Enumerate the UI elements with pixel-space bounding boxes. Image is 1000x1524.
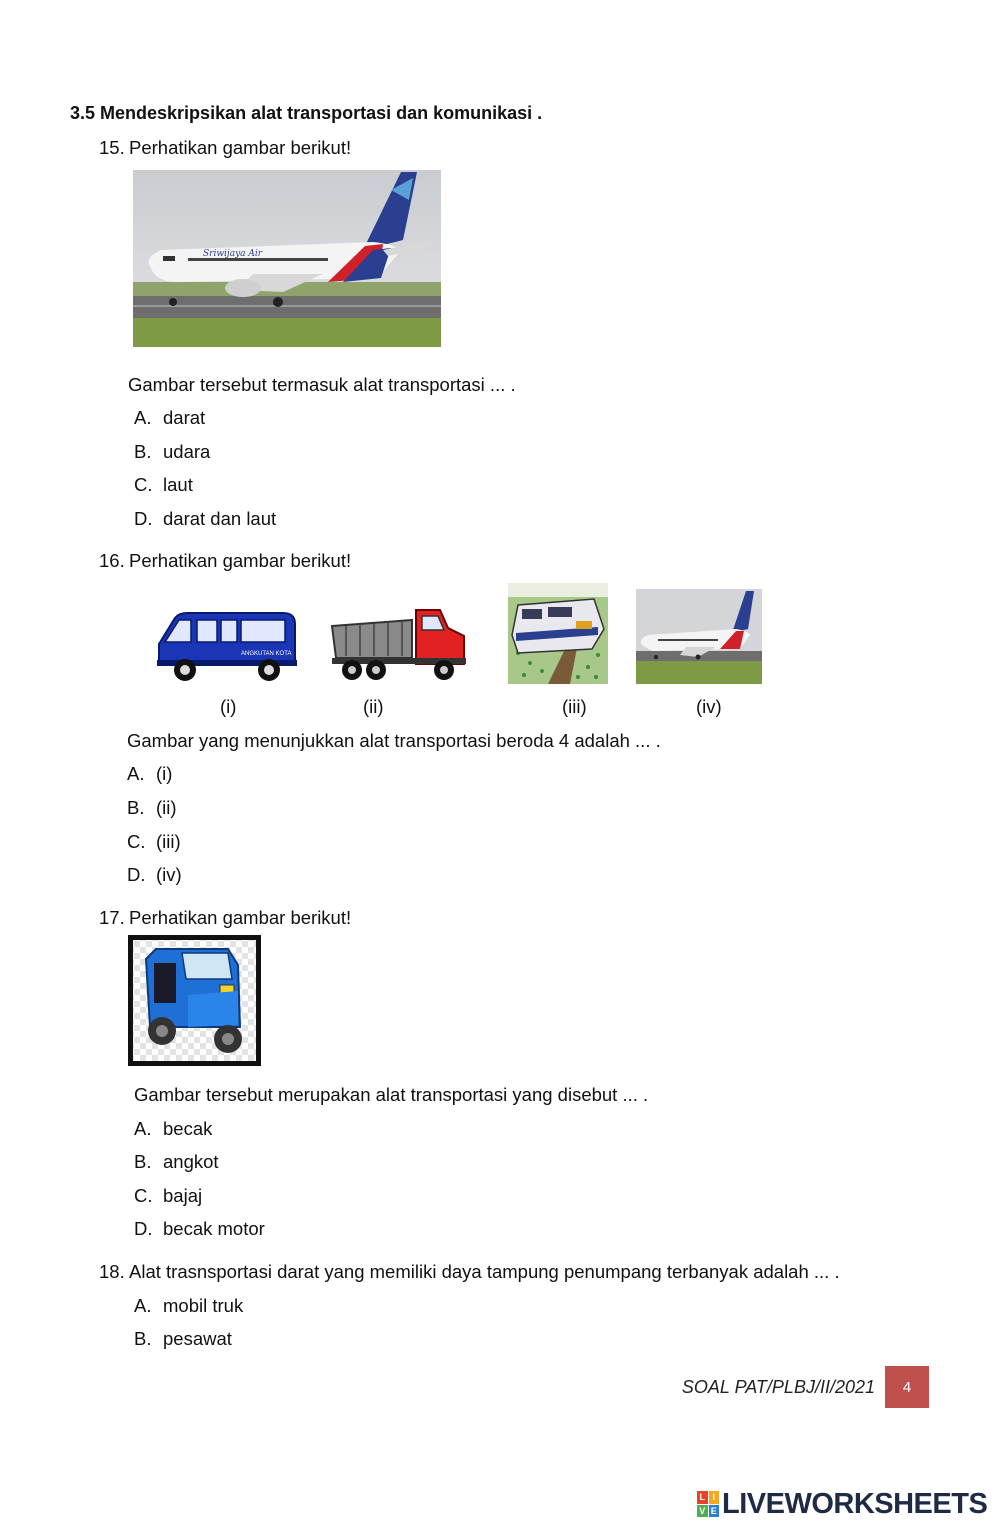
option-15-c[interactable]: C. laut [134,474,193,495]
liveworksheets-wordmark: LIVEWORKSHEETS [722,1487,988,1520]
option-15-d[interactable]: D. darat dan laut [134,508,277,529]
figure-label-ii: (ii) [363,696,384,717]
question-number: 15. [99,137,125,158]
angkot-label: ANGKUTAN KOTA [241,651,292,657]
option-16-d[interactable]: D. (iv) [127,864,182,885]
option-15-b[interactable]: B. udara [134,441,211,462]
question-17-prompt: Gambar tersebut merupakan alat transportasi yang disebut ... . [134,1084,649,1105]
option-18-b[interactable]: B. pesawat [134,1328,232,1349]
dump-truck-image [330,602,468,684]
page-number-badge: 4 [885,1366,929,1408]
question-number: 16. [99,550,125,571]
question-15-prompt: Gambar tersebut termasuk alat transportasi ... . [128,374,516,395]
question-text: Alat trasnsportasi darat yang memiliki daya tampung penumpang terbanyak adalah ... . [129,1261,840,1282]
angkot-image [155,608,298,684]
question-text: Perhatikan gambar berikut! [129,550,352,571]
option-17-c[interactable]: C. bajaj [134,1185,203,1206]
question-15-title [99,137,351,159]
question-text: Perhatikan gambar berikut! [129,137,352,158]
liveworksheets-logo-icon: L I V E [697,1491,719,1517]
question-18-title [99,1261,840,1283]
figure-label-i: (i) [220,696,237,717]
airplane-small-image [636,589,762,684]
train-image [508,583,608,684]
bajaj-image [128,935,261,1066]
footer-code: SOAL PAT/PLBJ/II/2021 [681,1377,875,1397]
question-number: 17. [99,907,125,928]
figure-label-iv: (iv) [696,696,722,717]
option-15-a[interactable]: A. darat [134,407,206,428]
option-17-a[interactable]: A. becak [134,1118,213,1139]
section-heading: 3.5 Mendeskripsikan alat transportasi dan komunikasi . [70,103,543,123]
airplane-image [133,170,441,347]
question-16-title [99,550,351,572]
question-number: 18. [99,1261,125,1282]
question-17-title [99,907,351,929]
question-text: Perhatikan gambar berikut! [129,907,352,928]
option-17-d[interactable]: D. becak motor [134,1218,265,1239]
option-16-a[interactable]: A. (i) [127,763,173,784]
question-16-prompt: Gambar yang menunjukkan alat transportasi beroda 4 adalah ... . [127,730,661,751]
option-17-b[interactable]: B. angkot [134,1151,219,1172]
option-16-b[interactable]: B. (ii) [127,797,177,818]
figure-label-iii: (iii) [562,696,587,717]
liveworksheets-brand[interactable] [697,1488,987,1520]
svg-text:Sriwijaya Air: Sriwijaya Air [203,249,263,259]
option-18-a[interactable]: A. mobil truk [134,1295,244,1316]
option-16-c[interactable]: C. (iii) [127,831,181,852]
